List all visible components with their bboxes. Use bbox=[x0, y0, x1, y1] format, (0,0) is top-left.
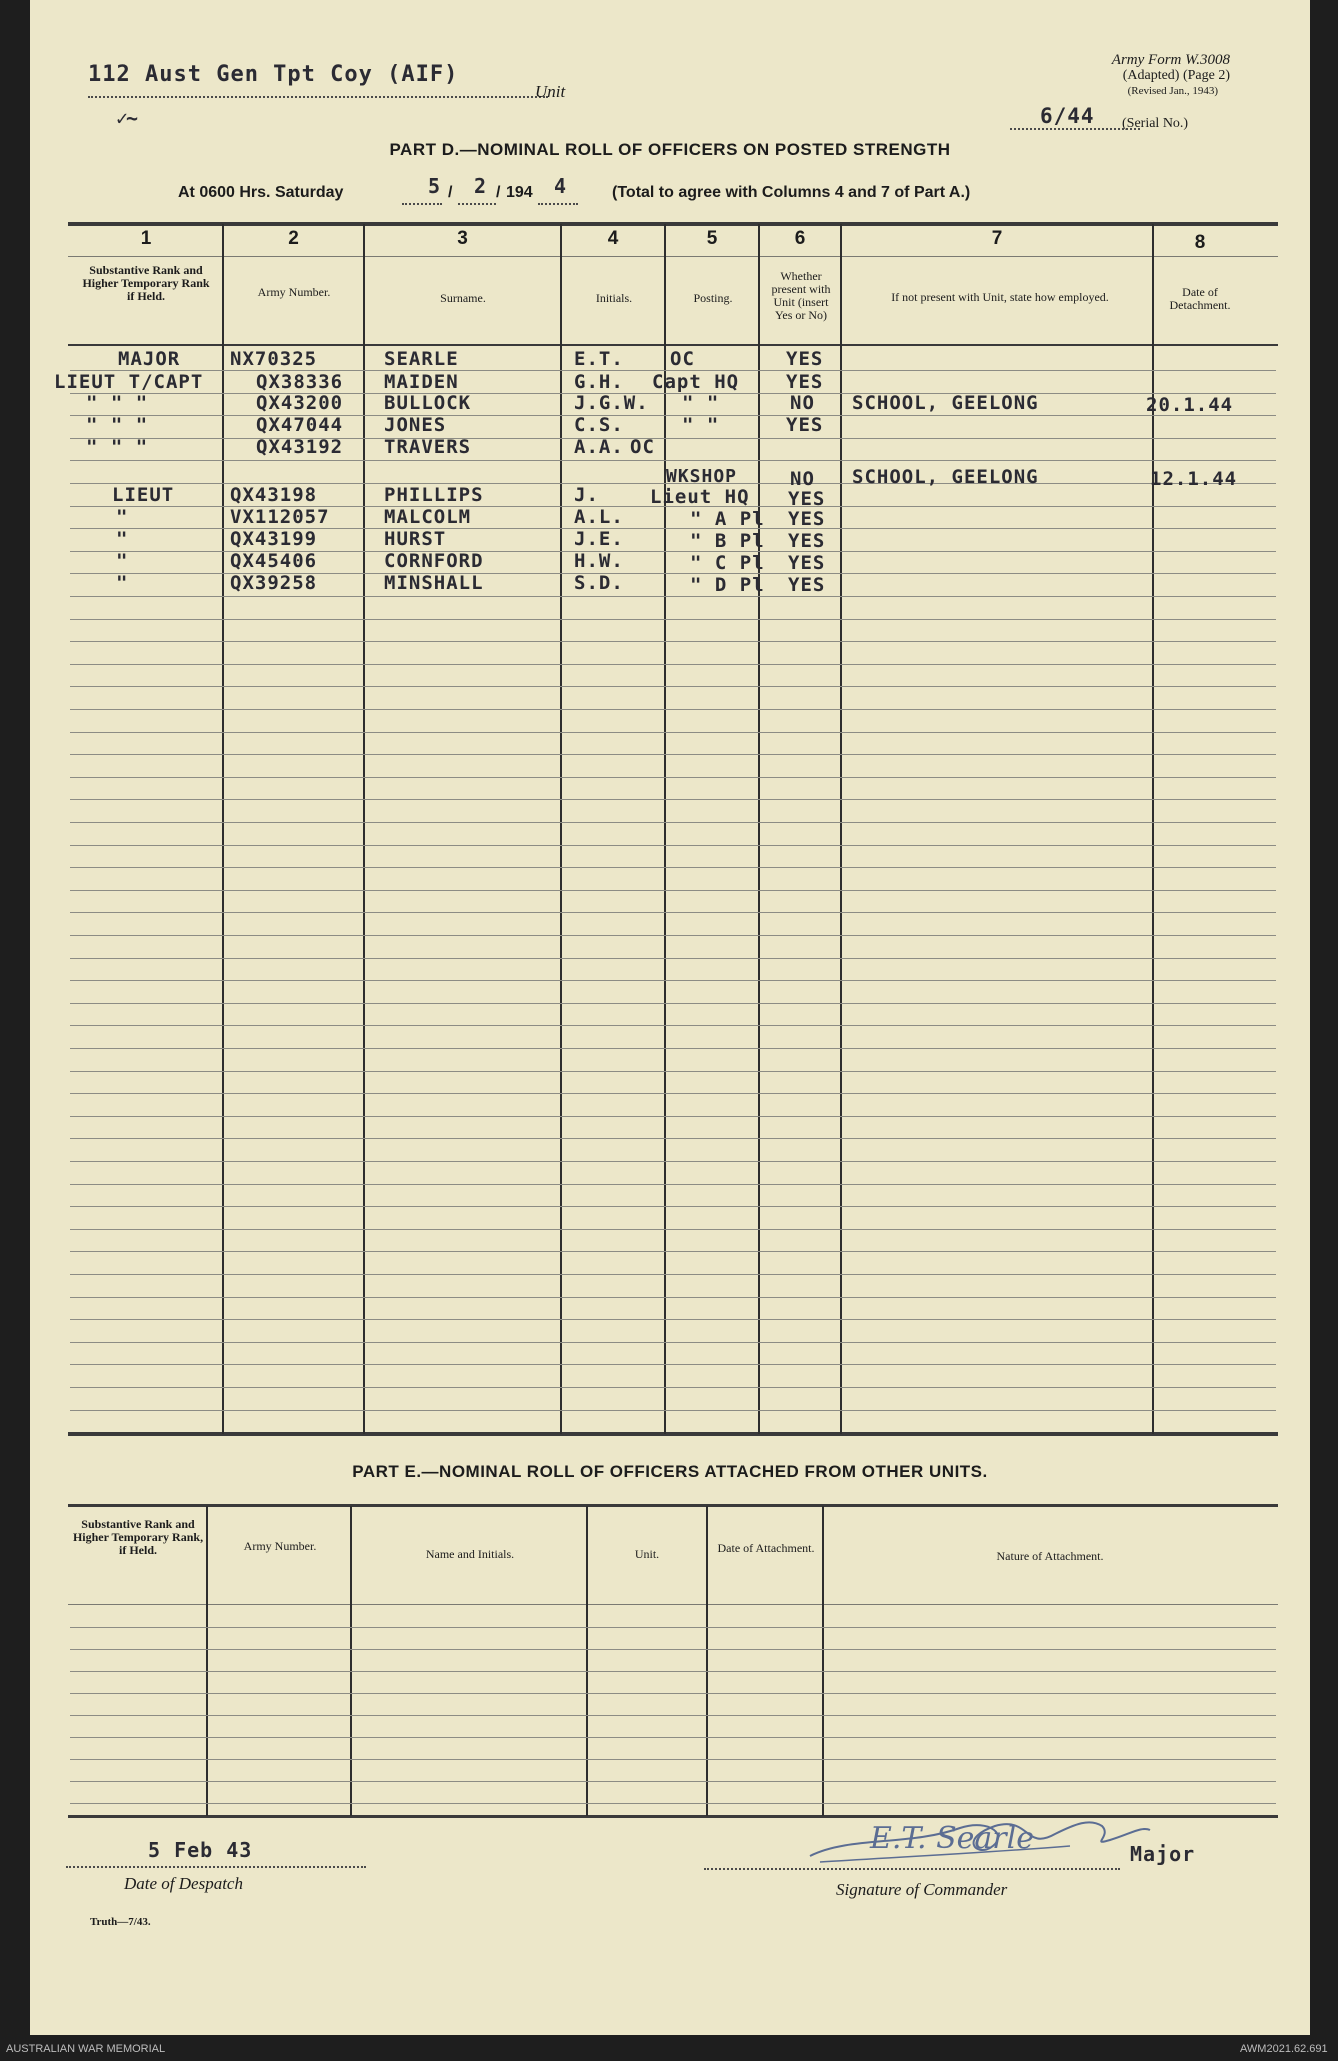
row-10-posting: " C Pl bbox=[690, 552, 765, 574]
row-8-number: VX112057 bbox=[230, 506, 330, 528]
row-8-initials: A.L. bbox=[574, 506, 624, 528]
ruled-line bbox=[70, 1184, 1276, 1185]
ruled-line bbox=[70, 912, 1276, 913]
row-9-initials: J.E. bbox=[574, 528, 624, 550]
ruled-line bbox=[70, 1138, 1276, 1139]
despatch-label: Date of Despatch bbox=[124, 1874, 243, 1893]
check-mark: ✓~ bbox=[116, 106, 137, 130]
row-6-posting: WKSHOP bbox=[666, 466, 738, 487]
e-col-header-date: Date of Attachment. bbox=[717, 1541, 815, 1555]
part-e-header-divider bbox=[68, 1604, 1278, 1605]
e-col-divider-2 bbox=[350, 1506, 352, 1816]
row-5-posting: OC bbox=[630, 436, 655, 458]
row-2-number: QX38336 bbox=[256, 371, 344, 393]
row-11-present: YES bbox=[788, 574, 826, 596]
ruled-line bbox=[70, 1781, 1276, 1782]
col-header-posting: Posting. bbox=[693, 291, 733, 305]
part-e-top-border bbox=[68, 1504, 1278, 1507]
row-7-surname: PHILLIPS bbox=[384, 484, 484, 506]
ruled-line bbox=[70, 1649, 1276, 1650]
column-header-divider bbox=[68, 344, 1278, 346]
ruled-line bbox=[70, 1737, 1276, 1738]
row-5-number: QX43192 bbox=[256, 436, 344, 458]
signature-script: E.T. Searle bbox=[870, 1821, 1034, 1856]
col-header-date: Date of Detachment. bbox=[1169, 285, 1231, 312]
col-number-7: 7 bbox=[991, 228, 1003, 249]
row-1-present: YES bbox=[786, 348, 824, 370]
col-number-4: 4 bbox=[607, 228, 619, 249]
printer-mark: Truth—7/43. bbox=[90, 1916, 151, 1928]
row-9-posting: " B Pl bbox=[690, 530, 765, 552]
ruled-line bbox=[70, 1627, 1276, 1628]
ruled-line bbox=[70, 1671, 1276, 1672]
ruled-line bbox=[70, 822, 1276, 823]
ruled-line bbox=[70, 438, 1276, 439]
ruled-line bbox=[70, 1715, 1276, 1716]
ruled-line bbox=[70, 1116, 1276, 1117]
row-2-present: YES bbox=[786, 371, 824, 393]
date-slash-1: / bbox=[448, 184, 453, 201]
col-number-2: 2 bbox=[288, 228, 299, 249]
row-7-rank: LIEUT bbox=[112, 484, 175, 506]
row-11-initials: S.D. bbox=[574, 572, 624, 594]
ruled-line bbox=[70, 958, 1276, 959]
ruled-line bbox=[70, 1093, 1276, 1094]
row-4-posting: " " bbox=[682, 414, 720, 436]
row-10-initials: H.W. bbox=[574, 550, 624, 572]
row-9-number: QX43199 bbox=[230, 528, 318, 550]
row-10-number: QX45406 bbox=[230, 550, 318, 572]
ruled-line bbox=[70, 1206, 1276, 1207]
col-number-6: 6 bbox=[794, 228, 806, 249]
e-col-header-unit: Unit. bbox=[634, 1547, 660, 1561]
row-3-present: NO bbox=[790, 392, 815, 414]
row-4-surname: JONES bbox=[384, 414, 447, 436]
ruled-line bbox=[70, 1364, 1276, 1365]
col-divider-1 bbox=[222, 224, 224, 1434]
row-2-surname: MAIDEN bbox=[384, 371, 459, 393]
despatch-date: 5 Feb 43 bbox=[148, 1838, 253, 1862]
year-digit: 4 bbox=[554, 174, 568, 198]
ruled-line bbox=[70, 1025, 1276, 1026]
row-3-date: 20.1.44 bbox=[1146, 394, 1234, 416]
e-col-header-nature: Nature of Attachment. bbox=[996, 1549, 1104, 1563]
part-e-title: PART E.—NOMINAL ROLL OF OFFICERS ATTACHED FROM OTHER UNITS. bbox=[352, 1462, 988, 1481]
signature-graphic bbox=[790, 1796, 1160, 1886]
row-2-posting: Capt HQ bbox=[652, 371, 740, 393]
row-4-initials: C.S. bbox=[574, 414, 624, 436]
col-number-5: 5 bbox=[706, 228, 718, 249]
ruled-line bbox=[70, 890, 1276, 891]
row-1-surname: SEARLE bbox=[384, 348, 459, 370]
row-7-present: YES bbox=[788, 488, 826, 510]
row-3-number: QX43200 bbox=[256, 392, 344, 414]
ruled-line bbox=[70, 980, 1276, 981]
col-header-army-number: Army Number. bbox=[257, 285, 331, 299]
row-2-initials: G.H. bbox=[574, 371, 624, 393]
row-8-posting: " A Pl bbox=[690, 508, 765, 530]
row-4-present: YES bbox=[786, 414, 824, 436]
e-col-divider-4 bbox=[706, 1506, 708, 1816]
row-3-employed: SCHOOL, GEELONG bbox=[852, 392, 1039, 414]
ruled-line bbox=[70, 867, 1276, 868]
ruled-line bbox=[70, 845, 1276, 846]
row-8-present: YES bbox=[788, 508, 826, 530]
archive-footer bbox=[0, 2035, 1338, 2061]
date-slash-2: / bbox=[496, 184, 501, 201]
col-header-rank: Substantive Rank and Higher Temporary Rank if Held. bbox=[82, 263, 210, 303]
despatch-dotted-line bbox=[66, 1866, 366, 1868]
ruled-line bbox=[70, 596, 1276, 597]
part-d-top-border bbox=[68, 222, 1278, 226]
row-1-rank: MAJOR bbox=[118, 348, 181, 370]
ruled-line bbox=[70, 777, 1276, 778]
ruled-line bbox=[70, 1274, 1276, 1275]
part-d-bottom-border bbox=[68, 1432, 1278, 1436]
col-divider-5 bbox=[758, 224, 760, 1434]
row-11-posting: " D Pl bbox=[690, 574, 765, 596]
serial-label: (Serial No.) bbox=[1122, 116, 1189, 131]
ruled-line bbox=[70, 1229, 1276, 1230]
row-11-number: QX39258 bbox=[230, 572, 318, 594]
ruled-line bbox=[70, 935, 1276, 936]
row-11-surname: MINSHALL bbox=[384, 572, 484, 594]
ruled-line bbox=[70, 460, 1276, 461]
unit-name: 112 Aust Gen Tpt Coy (AIF) bbox=[88, 62, 459, 87]
ruled-line bbox=[70, 1387, 1276, 1388]
ruled-line bbox=[70, 1759, 1276, 1760]
form-sheet bbox=[30, 0, 1310, 2035]
col-divider-3 bbox=[560, 224, 562, 1434]
e-col-header-name: Name and Initials. bbox=[425, 1547, 515, 1561]
day-dots bbox=[402, 203, 442, 205]
col-header-surname: Surname. bbox=[440, 291, 486, 305]
ruled-line bbox=[70, 1071, 1276, 1072]
year-dots bbox=[538, 203, 578, 205]
column-number-divider bbox=[68, 256, 1278, 257]
month-dots bbox=[458, 203, 496, 205]
row-9-surname: HURST bbox=[384, 528, 447, 550]
serial-dotted-line bbox=[1010, 128, 1140, 130]
row-11-rank: " bbox=[116, 572, 129, 594]
row-7-number: QX43198 bbox=[230, 484, 318, 506]
part-d-title: PART D.—NOMINAL ROLL OF OFFICERS ON POSTED STRENGTH bbox=[389, 140, 951, 159]
ruled-line bbox=[70, 1161, 1276, 1162]
ruled-line bbox=[70, 1410, 1276, 1411]
form-adapted: (Adapted) (Page 2) bbox=[1122, 68, 1230, 83]
ruled-line bbox=[70, 709, 1276, 710]
col-divider-4 bbox=[664, 224, 666, 1434]
row-6-present: NO bbox=[790, 468, 815, 490]
ruled-line bbox=[70, 619, 1276, 620]
signature-dotted-line bbox=[704, 1868, 1120, 1870]
ruled-line bbox=[70, 1003, 1276, 1004]
row-9-present: YES bbox=[788, 530, 826, 552]
row-3-surname: BULLOCK bbox=[384, 392, 472, 414]
form-revised: (Revised Jan., 1943) bbox=[1127, 85, 1218, 97]
ruled-line bbox=[70, 1297, 1276, 1298]
row-8-surname: MALCOLM bbox=[384, 506, 472, 528]
col-divider-6 bbox=[840, 224, 842, 1434]
ruled-line bbox=[70, 1251, 1276, 1252]
col-header-present: Whether present with Unit (insert Yes or No) bbox=[771, 269, 831, 322]
footer-right: AWM2021.62.691 bbox=[1240, 2043, 1328, 2055]
col-divider-2 bbox=[363, 224, 365, 1434]
ruled-line bbox=[70, 1693, 1276, 1694]
row-7-initials: J. bbox=[574, 484, 599, 506]
ruled-line bbox=[70, 732, 1276, 733]
col-number-8: 8 bbox=[1194, 232, 1206, 253]
total-note: (Total to agree with Columns 4 and 7 of Part A.) bbox=[612, 184, 971, 201]
row-5-initials: A.A. bbox=[574, 436, 624, 458]
row-10-surname: CORNFORD bbox=[384, 550, 484, 572]
row-3-posting: " " bbox=[682, 392, 720, 414]
e-col-divider-1 bbox=[206, 1506, 208, 1816]
unit-label: Unit bbox=[535, 82, 566, 101]
col-number-1: 1 bbox=[140, 228, 152, 249]
row-3-rank: " " " bbox=[86, 392, 149, 414]
e-col-divider-5 bbox=[822, 1506, 824, 1816]
row-10-present: YES bbox=[788, 552, 826, 574]
row-2-rank: LIEUT T/CAPT bbox=[54, 371, 204, 393]
e-col-header-army-number: Army Number. bbox=[243, 1539, 317, 1553]
row-5-rank: " " " bbox=[86, 436, 149, 458]
year-prefix: 194 bbox=[506, 184, 533, 201]
row-4-rank: " " " bbox=[86, 414, 149, 436]
row-10-rank: " bbox=[116, 550, 129, 572]
ruled-line bbox=[70, 754, 1276, 755]
ruled-line bbox=[70, 799, 1276, 800]
row-7-posting: Lieut HQ bbox=[650, 486, 750, 508]
footer-left: AUSTRALIAN WAR MEMORIAL bbox=[6, 2043, 166, 2055]
row-5-surname: TRAVERS bbox=[384, 436, 472, 458]
row-1-posting: OC bbox=[670, 348, 695, 370]
month-value: 2 bbox=[474, 174, 488, 198]
ruled-line bbox=[70, 664, 1276, 665]
row-3-initials: J.G.W. bbox=[574, 392, 649, 414]
row-1-number: NX70325 bbox=[230, 348, 318, 370]
ruled-line bbox=[70, 1319, 1276, 1320]
row-8-rank: " bbox=[116, 506, 129, 528]
e-col-divider-3 bbox=[586, 1506, 588, 1816]
row-4-number: QX47044 bbox=[256, 414, 344, 436]
ruled-line bbox=[70, 641, 1276, 642]
unit-dotted-line bbox=[88, 96, 548, 98]
ruled-line bbox=[70, 415, 1276, 416]
col-number-3: 3 bbox=[457, 228, 468, 249]
row-6-employed: SCHOOL, GEELONG bbox=[852, 466, 1039, 488]
row-1-initials: E.T. bbox=[574, 348, 624, 370]
row-9-rank: " bbox=[116, 528, 129, 550]
serial-value: 6/44 bbox=[1040, 104, 1095, 128]
ruled-line bbox=[70, 686, 1276, 687]
col-header-employed: If not present with Unit, state how employed. bbox=[891, 290, 1109, 304]
commander-rank: Major bbox=[1130, 1842, 1196, 1866]
signature-label: Signature of Commander bbox=[836, 1880, 1008, 1899]
at-time-prefix: At 0600 Hrs. Saturday bbox=[178, 184, 344, 201]
ruled-line bbox=[70, 1048, 1276, 1049]
row-6-date: 12.1.44 bbox=[1150, 468, 1238, 490]
ruled-line bbox=[70, 1342, 1276, 1343]
col-header-initials: Initials. bbox=[595, 291, 633, 305]
day-value: 5 bbox=[428, 174, 442, 198]
form-name: Army Form W.3008 bbox=[1111, 52, 1230, 68]
e-col-header-rank: Substantive Rank and Higher Temporary Rank, if Held. bbox=[72, 1517, 204, 1557]
